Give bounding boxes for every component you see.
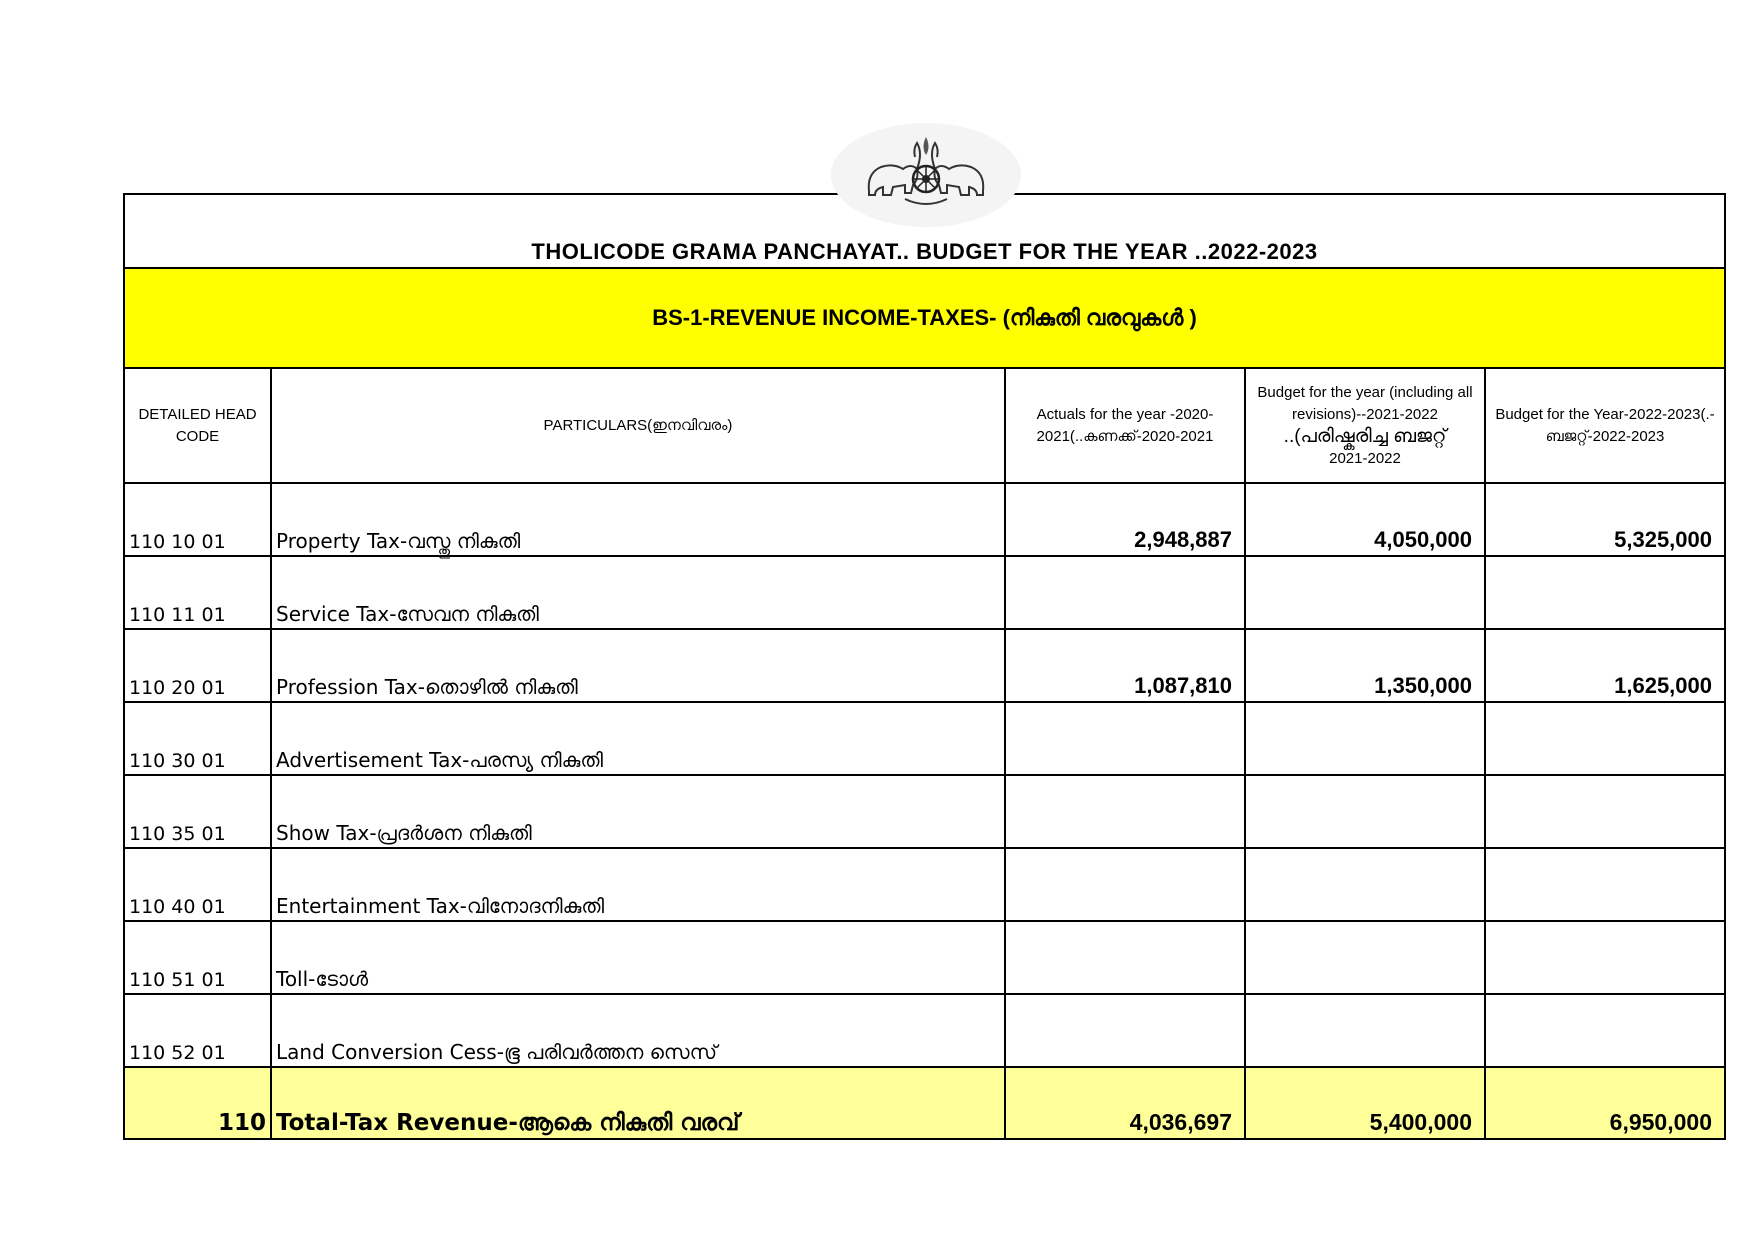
total-budget: 6,950,000 — [1485, 1067, 1725, 1139]
budget-value — [1485, 848, 1725, 921]
revised-value — [1245, 848, 1485, 921]
actuals-value — [1005, 775, 1245, 848]
revised-value — [1245, 702, 1485, 775]
head-code: 110 11 01 — [124, 556, 271, 629]
section-subtitle: BS-1-REVENUE INCOME-TAXES- (നികുതി വരവുകൾ ) — [124, 268, 1725, 368]
total-row — [124, 1067, 1725, 1139]
actuals-value: 2,948,887 — [1005, 483, 1245, 556]
table-row — [124, 921, 1725, 994]
total-actuals: 4,036,697 — [1005, 1067, 1245, 1139]
head-code: 110 10 01 — [124, 483, 271, 556]
budget-table — [123, 193, 1726, 1140]
particulars: Land Conversion Cess-ഭൂ പരിവർത്തന സെസ് — [271, 994, 1005, 1067]
table-row — [124, 702, 1725, 775]
elephant-emblem-icon — [831, 123, 1021, 227]
revised-value — [1245, 556, 1485, 629]
header-actuals: Actuals for the year -2020- 2021(..കണക്ക്-2020-2021 — [1005, 368, 1245, 483]
head-code: 110 20 01 — [124, 629, 271, 702]
actuals-value: 1,087,810 — [1005, 629, 1245, 702]
table-row — [124, 848, 1725, 921]
state-emblem-logo — [831, 123, 1021, 227]
budget-value — [1485, 556, 1725, 629]
revised-value: 4,050,000 — [1245, 483, 1485, 556]
head-code: 110 35 01 — [124, 775, 271, 848]
budget-value — [1485, 921, 1725, 994]
particulars: Entertainment Tax-വിനോദനികുതി — [271, 848, 1005, 921]
head-code: 110 40 01 — [124, 848, 271, 921]
budget-value — [1485, 994, 1725, 1067]
header-revised-budget: Budget for the year (including all revisions)--2021-2022 ..(പരിഷ്കരിച്ച ബജറ്റ് 2021-2022 — [1245, 368, 1485, 483]
actuals-value — [1005, 702, 1245, 775]
total-particulars: Total-Tax Revenue-ആകെ നികുതി വരവ് — [271, 1067, 1005, 1139]
particulars: Property Tax-വസ്തു നികുതി — [271, 483, 1005, 556]
head-code: 110 30 01 — [124, 702, 271, 775]
header-code: DETAILED HEAD CODE — [124, 368, 271, 483]
revised-value — [1245, 775, 1485, 848]
actuals-value — [1005, 994, 1245, 1067]
document-title: THOLICODE GRAMA PANCHAYAT.. BUDGET FOR THE YEAR ..2022-2023 — [124, 194, 1725, 268]
head-code: 110 51 01 — [124, 921, 271, 994]
particulars: Profession Tax-തൊഴിൽ നികുതി — [271, 629, 1005, 702]
particulars: Service Tax-സേവന നികുതി — [271, 556, 1005, 629]
header-budget: Budget for the Year-2022-2023(.- ബജറ്റ്-2022-2023 — [1485, 368, 1725, 483]
column-header-row — [124, 368, 1725, 483]
table-row — [124, 483, 1725, 556]
particulars: Advertisement Tax-പരസ്യ നികുതി — [271, 702, 1005, 775]
budget-value: 5,325,000 — [1485, 483, 1725, 556]
budget-value: 1,625,000 — [1485, 629, 1725, 702]
table-row — [124, 556, 1725, 629]
table-row — [124, 994, 1725, 1067]
head-code: 110 52 01 — [124, 994, 271, 1067]
header-particulars: PARTICULARS(ഇനവിവരം) — [271, 368, 1005, 483]
actuals-value — [1005, 848, 1245, 921]
budget-value — [1485, 702, 1725, 775]
actuals-value — [1005, 921, 1245, 994]
revised-value — [1245, 994, 1485, 1067]
revised-value — [1245, 921, 1485, 994]
table-row — [124, 629, 1725, 702]
particulars: Toll-ടോൾ — [271, 921, 1005, 994]
actuals-value — [1005, 556, 1245, 629]
total-revised: 5,400,000 — [1245, 1067, 1485, 1139]
budget-value — [1485, 775, 1725, 848]
table-row — [124, 775, 1725, 848]
particulars: Show Tax-പ്രദർശന നികുതി — [271, 775, 1005, 848]
total-head-code: 110 — [124, 1067, 271, 1139]
revised-value: 1,350,000 — [1245, 629, 1485, 702]
